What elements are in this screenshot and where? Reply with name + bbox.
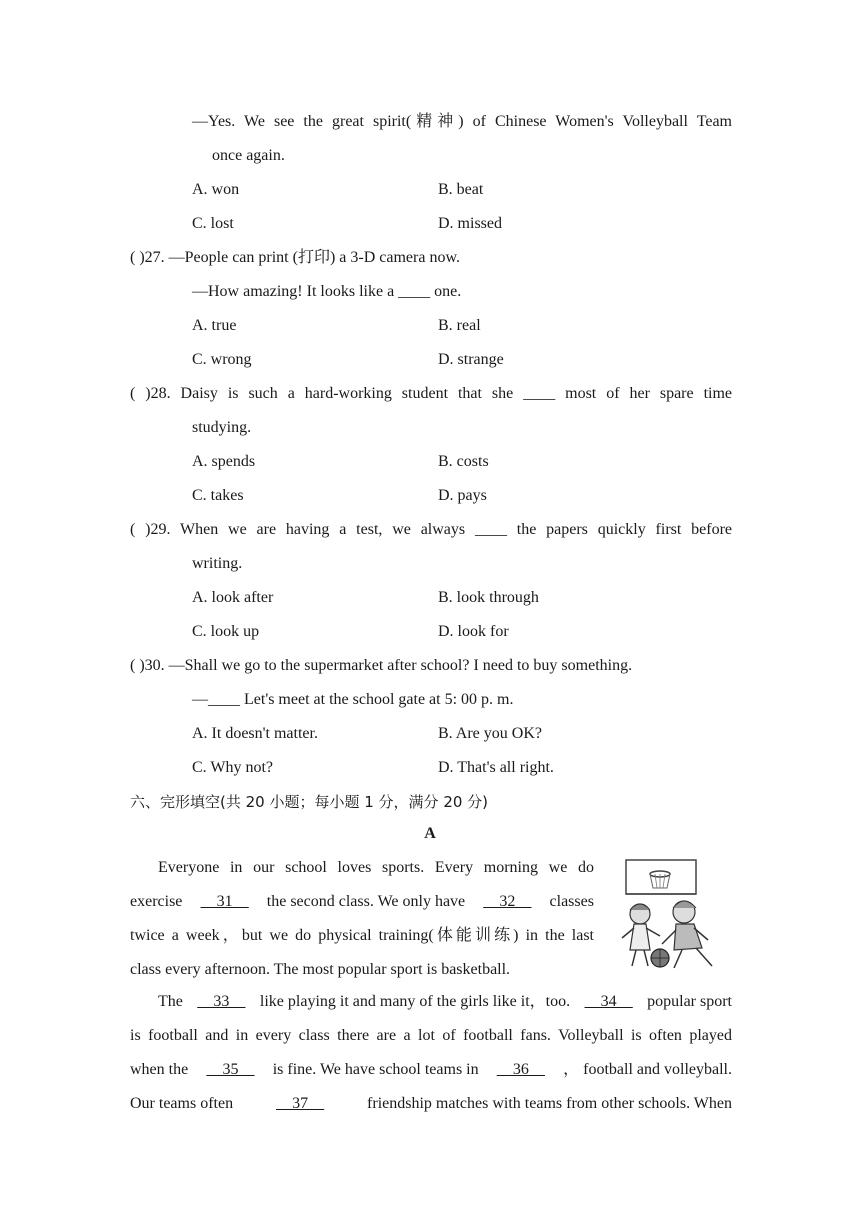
passage-line-7 [130, 1060, 732, 1080]
passage-text: is fine. We have school teams in [272, 1061, 479, 1078]
passage-text: The [158, 993, 183, 1010]
q26-line2: once again. [212, 147, 285, 164]
q27-option-a: A. true [192, 317, 237, 334]
q30-option-d: D. That's all right. [438, 759, 554, 776]
q27-option-c: C. wrong [192, 351, 252, 368]
passage-text: friendship matches with teams from other schools. When [367, 1095, 732, 1112]
basketball-kids-illustration [612, 858, 734, 978]
q28-option-d: D. pays [438, 487, 487, 504]
q29-option-a: A. look after [192, 589, 274, 606]
passage-line-4: class every afternoon. The most popular sport is basketball. [130, 961, 511, 978]
q28-option-a: A. spends [192, 453, 256, 470]
passage-text: when the [130, 1061, 189, 1078]
passage-text: like playing it and many of the girls like it，too. [259, 993, 571, 1010]
passage-label: A [424, 825, 436, 842]
q30-line2: —____ Let's meet at the school gate at 5: 00 p. m. [192, 691, 514, 708]
q28-line2: studying. [192, 419, 252, 436]
blank-33: __33__ [197, 993, 246, 1010]
q30-stem: ( )30. —Shall we go to the supermarket after school? I need to buy something. [130, 657, 633, 674]
q27-stem: ( )27. —People can print (打印) a 3-D camera now. [130, 249, 460, 266]
passage-line-2 [130, 892, 594, 912]
passage-line-8 [130, 1094, 732, 1114]
q29-option-c: C. look up [192, 623, 260, 640]
q27-option-d: D. strange [438, 351, 504, 368]
passage-line-1: Everyone in our school loves sports. Every morning we do [158, 859, 594, 876]
blank-37: __37__ [276, 1095, 325, 1112]
passage-line-3: twice a week，but we do physical training(体能训练) in the last [130, 927, 594, 944]
passage-text: exercise [130, 893, 183, 910]
blank-35: __35__ [206, 1061, 255, 1078]
q29-line2: writing. [192, 555, 243, 572]
q28-stem: ( )28. Daisy is such a hard-working student that she ____ most of her spare time [130, 385, 732, 402]
passage-line-5 [158, 992, 732, 1012]
q29-option-b: B. look through [438, 589, 539, 606]
blank-34: __34__ [584, 993, 633, 1010]
passage-text: classes [549, 893, 594, 910]
passage-text: Our teams often [130, 1095, 234, 1112]
blank-36: __36__ [496, 1061, 545, 1078]
q26-option-a: A. won [192, 181, 240, 198]
q29-stem: ( )29. When we are having a test, we always ____ the papers quickly first before [130, 521, 732, 538]
q30-option-b: B. Are you OK? [438, 725, 542, 742]
q26-option-c: C. lost [192, 215, 234, 232]
q29-option-d: D. look for [438, 623, 509, 640]
q26-option-d: D. missed [438, 215, 502, 232]
q30-option-a: A. It doesn't matter. [192, 725, 318, 742]
blank-31: __31__ [200, 893, 249, 910]
q27-option-b: B. real [438, 317, 481, 334]
q26-option-b: B. beat [438, 181, 484, 198]
section-heading: 六、完形填空(共 20 小题；每小题 1 分，满分 20 分) [130, 793, 489, 811]
q30-option-c: C. Why not? [192, 759, 274, 776]
q27-line2: —How amazing! It looks like a ____ one. [192, 283, 462, 300]
passage-text: ， football and volleyball. [563, 1061, 732, 1078]
passage-line-6: is football and in every class there are a lot of football fans. Volleyball is often played [130, 1027, 732, 1044]
passage-text: popular sport [647, 993, 732, 1010]
q28-option-c: C. takes [192, 487, 244, 504]
q26-line1: —Yes. We see the great spirit(精神) of Chinese Women's Volleyball Team [192, 113, 732, 130]
blank-32: __32__ [483, 893, 532, 910]
passage-text: the second class. We only have [266, 893, 466, 910]
q28-option-b: B. costs [438, 453, 489, 470]
